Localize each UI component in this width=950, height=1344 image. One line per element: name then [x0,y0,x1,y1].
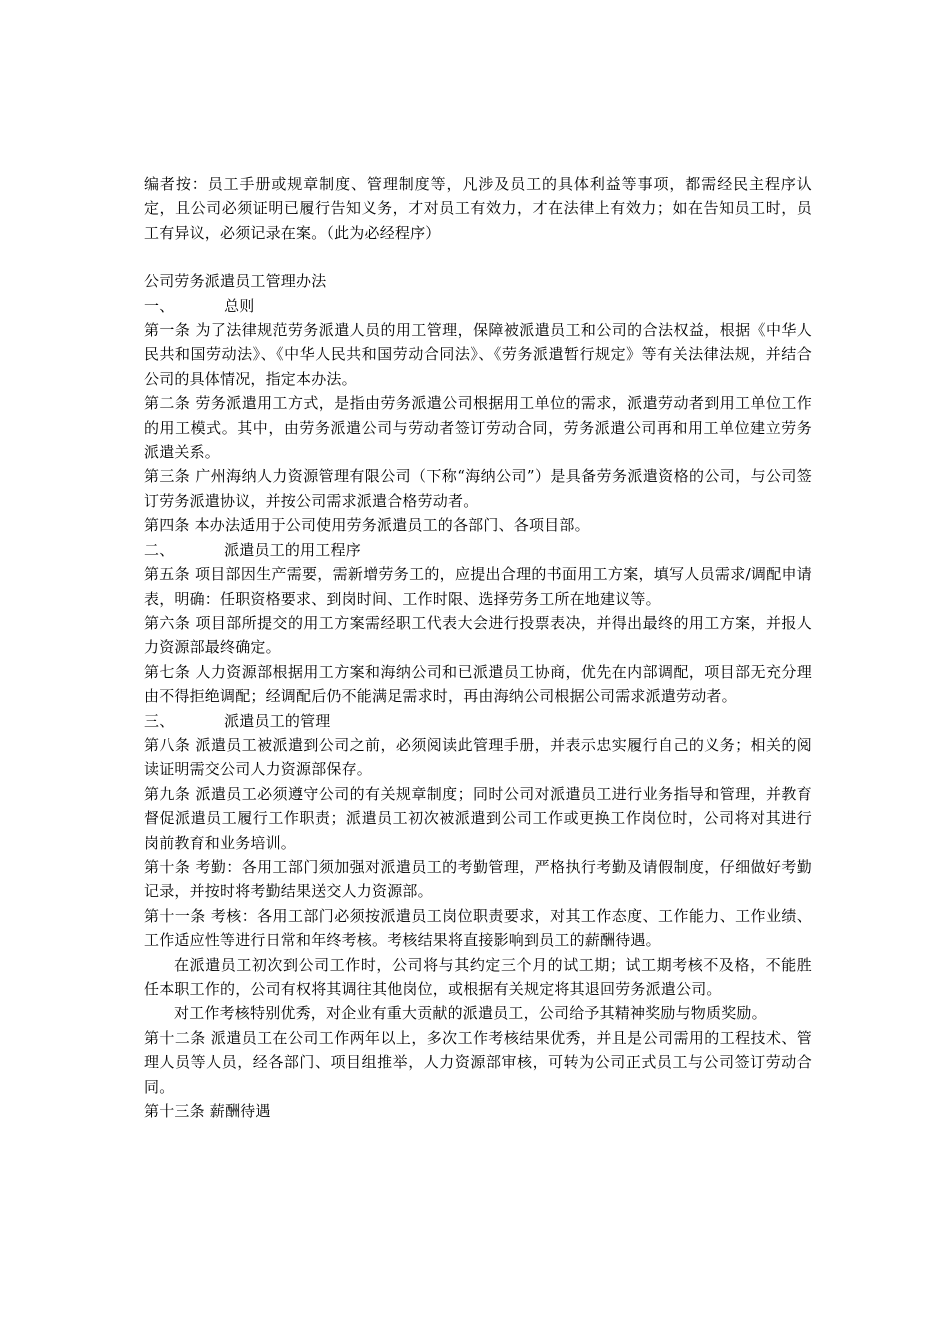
article-10: 第十条 考勤：各用工部门须加强对派遣员工的考勤管理，严格执行考勤及请假制度，仔细做好考勤记录，并按时将考勤结果送交人力资源部。 [144,857,812,901]
article-4: 第四条 本办法适用于公司使用劳务派遣员工的各部门、各项目部。 [144,516,590,535]
section-title: 派遣员工的管理 [224,711,331,730]
article-8: 第八条 派遣员工被派遣到公司之前，必须阅读此管理手册，并表示忠实履行自己的义务；相关的阅读证明需交公司人力资源部保存。 [144,735,812,779]
article-3: 第三条 广州海纳人力资源管理有限公司（下称“海纳公司”）是具备劳务派遣资格的公司，与公司签订劳务派遣协议，并按公司需求派遣合格劳动者。 [144,467,812,510]
editor-note: 编者按：员工手册或规章制度、管理制度等，凡涉及员工的具体利益等事项，都需经民主程序认定，且公司必须证明已履行告知义务，才对员工有效力，才在法律上有效力；如在告知员工时，员工有异议，必须记录在案。（此为必经程序） [144,175,812,242]
article-1: 第一条 为了法律规范劳务派遣人员的用工管理，保障被派遣员工和公司的合法权益，根据《中华人民共和国劳动法》、《中华人民共和国劳动合同法》、《劳务派遣暂行规定》等有关法律法规，并结合公司的具体情况，指定本办法。 [144,321,812,388]
article-6: 第六条 项目部所提交的用工方案需经职工代表大会进行投票表决，并得出最终的用工方案，并报人力资源部最终确定。 [144,613,812,657]
article-7: 第七条 人力资源部根据用工方案和海纳公司和已派遣员工协商，优先在内部调配，项目部无充分理由不得拒绝调配；经调配后仍不能满足需求时，再由海纳公司根据公司需求派遣劳动者。 [144,662,812,706]
article-12: 第十二条 派遣员工在公司工作两年以上，多次工作考核结果优秀，并且是公司需用的工程技术、管理人员等人员，经各部门、项目组推举，人力资源部审核，可转为公司正式员工与公司签订劳动合同。 [144,1028,812,1096]
article-11-paragraph-2: 在派遣员工初次到公司工作时，公司将与其约定三个月的试工期；试工期考核不及格，不能胜任本职工作的，公司有权将其调往其他岗位，或根据有关规定将其退回劳务派遣公司。 [144,955,812,998]
section-title: 派遣员工的用工程序 [224,540,361,559]
section-heading-1 [144,294,812,318]
article-2: 第二条 劳务派遣用工方式，是指由劳务派遣公司根据用工单位的需求，派遣劳动者到用工单位工作的用工模式。其中，由劳务派遣公司与劳动者签订劳动合同，劳务派遣公司再和用工单位建立劳务派遣关系。 [144,394,812,462]
article-11: 第十一条 考核：各用工部门必须按派遣员工岗位职责要求，对其工作态度、工作能力、工作业绩、工作适应性等进行日常和年终考核。考核结果将直接影响到员工的薪酬待遇。 [144,906,812,950]
article-11-paragraph-3: 对工作考核特别优秀，对企业有重大贡献的派遣员工，公司给予其精神奖励与物质奖励。 [174,1004,767,1023]
document-page [144,172,812,1123]
section-heading-2 [144,538,812,562]
section-number: 二、 [144,540,175,559]
document-title: 公司劳务派遣员工管理办法 [144,272,327,291]
section-title: 总则 [224,296,255,315]
section-heading-3 [144,709,812,733]
section-number: 三、 [144,711,175,730]
article-13: 第十三条 薪酬待遇 [144,1102,271,1121]
section-number: 一、 [144,296,175,315]
article-9: 第九条 派遣员工必须遵守公司的有关规章制度；同时公司对派遣员工进行业务指导和管理，并教育督促派遣员工履行工作职责；派遣员工初次被派遣到公司工作或更换工作岗位时，公司将对其进行岗前教育和业务培训。 [144,784,812,852]
article-5: 第五条 项目部因生产需要，需新增劳务工的，应提出合理的书面用工方案，填写人员需求/调配申请表，明确：任职资格要求、到岗时间、工作时限、选择劳务工所在地建议等。 [144,565,812,608]
